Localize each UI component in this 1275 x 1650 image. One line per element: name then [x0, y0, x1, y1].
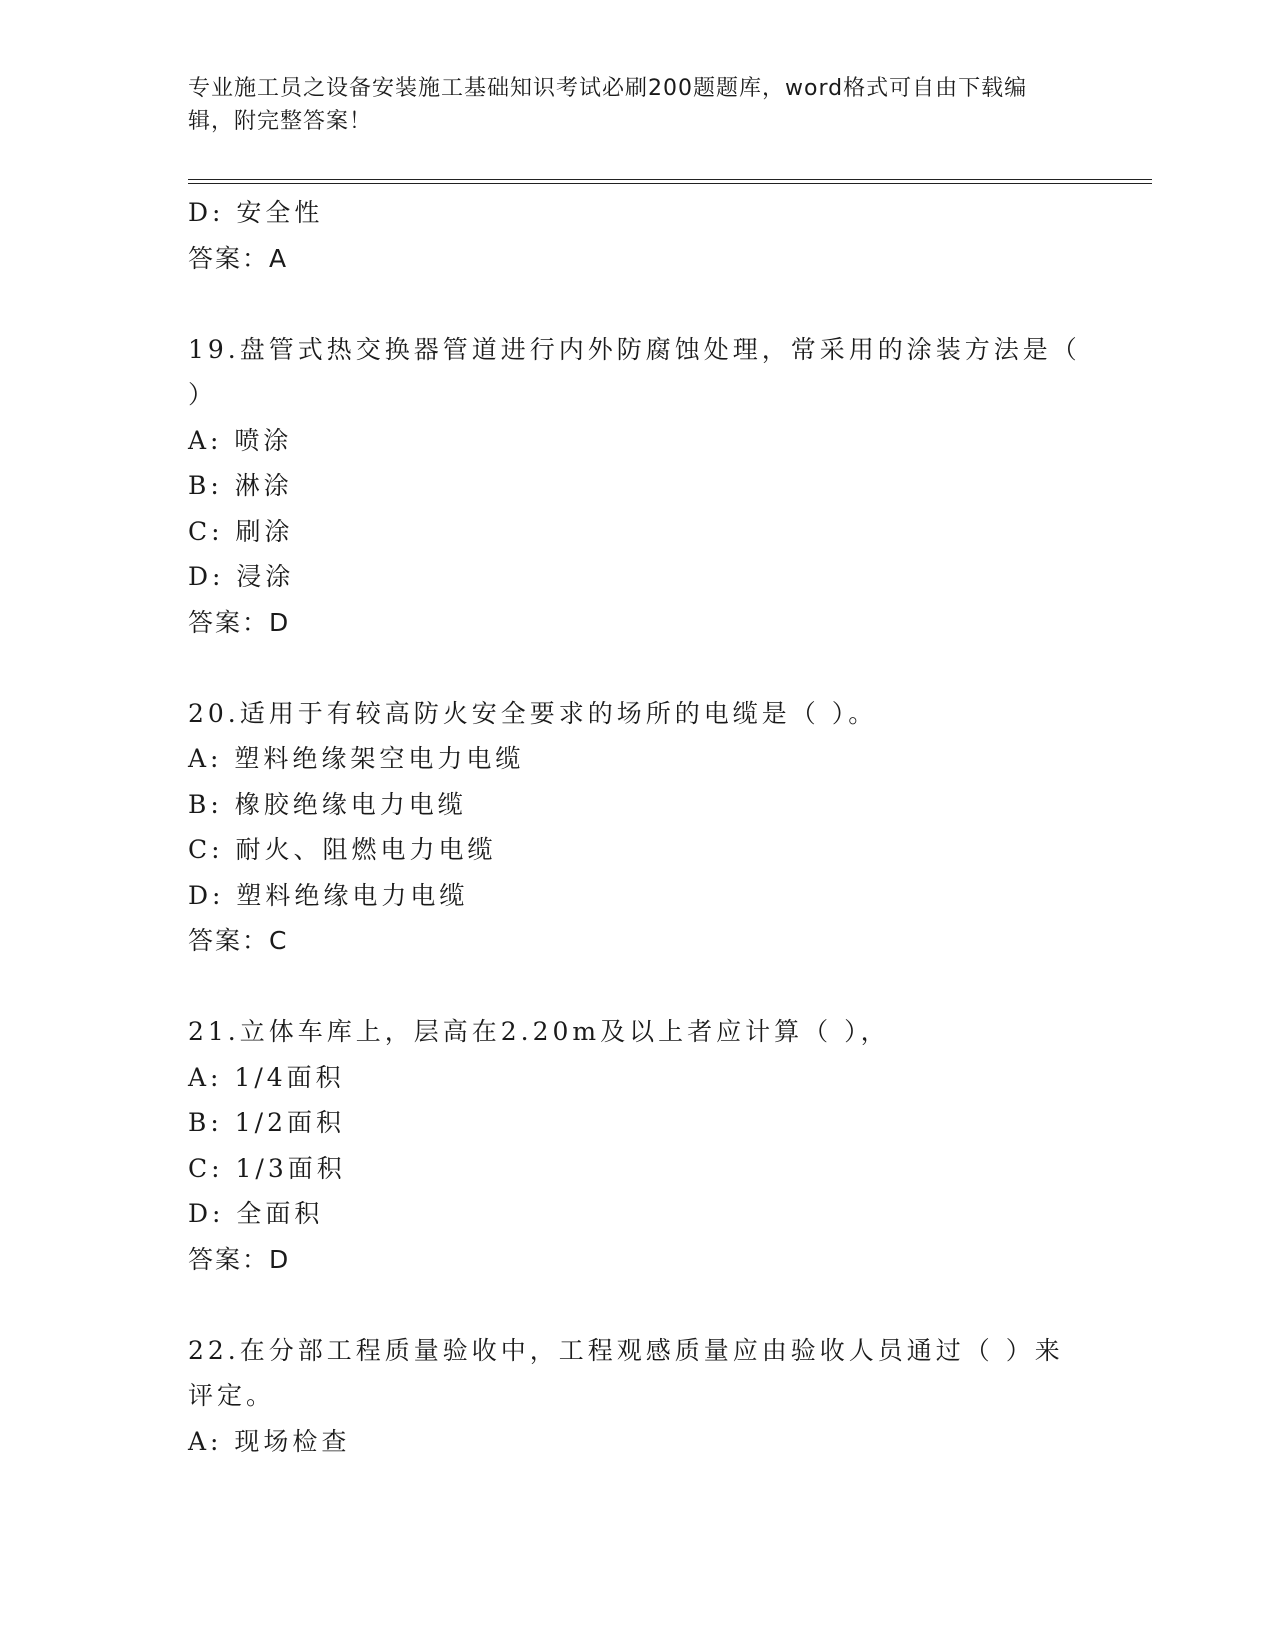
header-divider-top [188, 179, 1152, 180]
question-stem-continued: 评定。 [188, 1381, 276, 1410]
option-a: A: 塑料绝缘架空电力电缆 [188, 744, 525, 773]
spacer [188, 281, 1108, 327]
option-d: D: 全面积 [188, 1199, 324, 1228]
answer-line: 答案：D [188, 1244, 291, 1274]
answer-line: 答案：C [188, 926, 289, 955]
question-21 [188, 1009, 1108, 1282]
option-c: C: 耐火、阻燃电力电缆 [188, 835, 497, 864]
question-stem: 22.在分部工程质量验收中，工程观感质量应由验收人员通过（ ）来 [188, 1335, 1064, 1365]
question-19 [188, 327, 1108, 646]
question-stem-continued: ） [188, 380, 218, 409]
answer-line: 答案：A [188, 243, 289, 273]
header-divider-bottom [188, 183, 1152, 184]
spacer [188, 964, 1108, 1010]
option-d: D: 安全性 [188, 198, 324, 227]
option-c: C: 1/3面积 [188, 1153, 346, 1183]
document-header: 专业施工员之设备安装施工基础知识考试必刷200题题库，word格式可自由下载编辑，附完整答案！ [188, 76, 1028, 134]
option-d: D: 塑料绝缘电力电缆 [188, 880, 469, 910]
option-b: B: 1/2面积 [188, 1108, 345, 1137]
question-list [188, 190, 1108, 1464]
option-a: A: 1/4面积 [188, 1062, 345, 1092]
question-20 [188, 691, 1108, 964]
option-c: C: 刷涂 [188, 516, 294, 546]
option-b: B: 淋涂 [188, 471, 293, 500]
question-22 [188, 1328, 1108, 1465]
spacer [188, 1282, 1108, 1328]
option-a: A: 现场检查 [188, 1426, 351, 1456]
answer-line: 答案：D [188, 607, 291, 637]
option-a: A: 喷涂 [188, 425, 293, 455]
spacer [188, 645, 1108, 691]
option-b: B: 橡胶绝缘电力电缆 [188, 789, 467, 819]
question-stem: 19.盘管式热交换器管道进行内外防腐蚀处理，常采用的涂装方法是（ [188, 334, 1081, 364]
question-stem: 21.立体车库上，层高在2.20m及以上者应计算（ ）， [188, 1017, 890, 1046]
option-d: D: 浸涂 [188, 562, 295, 591]
question-stem: 20.适用于有较高防火安全要求的场所的电缆是（ ）。 [188, 698, 878, 728]
